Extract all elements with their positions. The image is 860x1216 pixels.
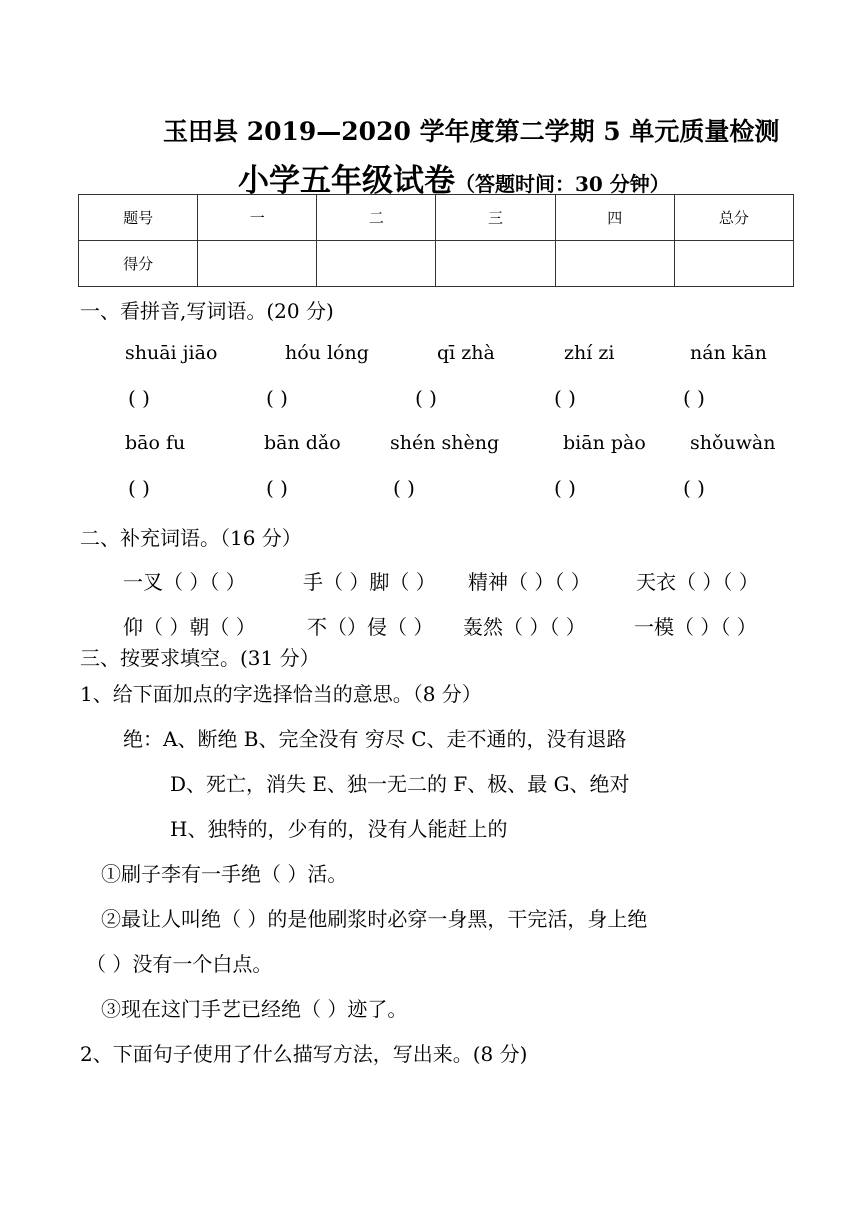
score-cell: 四: [555, 195, 674, 241]
exam-title-main-text: 小学五年级试卷: [238, 163, 455, 199]
pinyin: shǒuwàn: [690, 432, 776, 454]
question1-item3[interactable]: ③现在这门手艺已经绝（ ）迹了。: [101, 997, 408, 1021]
score-table: [78, 194, 794, 287]
idiom-fill[interactable]: 天衣（ ）（ ）: [636, 570, 759, 594]
answer-blank[interactable]: ( ): [128, 476, 150, 500]
section1-heading: 一、看拼音,写词语。(20 分): [80, 299, 334, 323]
meaning-options-line1: 绝：A、断绝 B、完全没有 穷尽 C、走不通的，没有退路: [123, 727, 627, 751]
section3-heading: 三、按要求填空。(31 分）: [80, 646, 320, 670]
idiom-fill[interactable]: 手（ ）脚（ ）: [303, 570, 436, 594]
exam-title-line1: 玉田县 2019—2020 学年度第二学期 5 单元质量检测: [163, 117, 780, 146]
score-cell: 题号: [79, 195, 198, 241]
score-cell[interactable]: [198, 241, 317, 287]
pinyin: zhí zi: [564, 342, 615, 364]
idiom-fill[interactable]: 一模（ ）（ ）: [634, 615, 757, 639]
answer-blank[interactable]: ( ): [415, 386, 437, 410]
score-cell[interactable]: [674, 241, 793, 287]
question1-item1[interactable]: ①刷子李有一手绝（ ）活。: [101, 862, 348, 886]
pinyin: bāo fu: [125, 432, 186, 454]
answer-blank[interactable]: ( ): [683, 386, 705, 410]
pinyin: shén shèng: [390, 432, 500, 454]
idiom-fill[interactable]: 轰然（ ）（ ）: [463, 615, 586, 639]
answer-blank[interactable]: ( ): [683, 476, 705, 500]
pinyin: nán kān: [690, 342, 767, 364]
score-cell: 总分: [674, 195, 793, 241]
score-table-header-row: [79, 195, 794, 241]
idiom-fill[interactable]: 不（）侵（ ）: [307, 615, 434, 639]
idiom-fill[interactable]: 精神（ ）（ ）: [468, 570, 591, 594]
question2-heading: 2、下面句子使用了什么描写方法，写出来。(8 分): [80, 1042, 528, 1066]
score-cell: 三: [436, 195, 555, 241]
exam-time-note: （答题时间：30 分钟）: [455, 172, 670, 196]
pinyin: hóu lóng: [285, 342, 369, 364]
idiom-fill[interactable]: 一叉（ ）（ ）: [123, 570, 246, 594]
question1-item2[interactable]: ②最让人叫绝（ ）的是他刷浆时必穿一身黑，干完活，身上绝: [101, 907, 648, 931]
pinyin: shuāi jiāo: [125, 342, 218, 364]
answer-blank[interactable]: ( ): [554, 386, 576, 410]
score-cell[interactable]: [317, 241, 436, 287]
question1-heading: 1、给下面加点的字选择恰当的意思。（8 分）: [80, 682, 482, 706]
score-table-score-row: [79, 241, 794, 287]
answer-blank[interactable]: ( ): [128, 386, 150, 410]
answer-blank[interactable]: ( ): [266, 386, 288, 410]
score-cell: 一: [198, 195, 317, 241]
answer-blank[interactable]: ( ): [266, 476, 288, 500]
score-cell: 得分: [79, 241, 198, 287]
section2-heading: 二、补充词语。（16 分）: [80, 526, 302, 550]
pinyin: qī zhà: [437, 342, 495, 364]
answer-blank[interactable]: ( ): [554, 476, 576, 500]
score-cell[interactable]: [436, 241, 555, 287]
meaning-options-line3: H、独特的，少有的，没有人能赶上的: [170, 817, 508, 841]
score-cell: 二: [317, 195, 436, 241]
score-cell[interactable]: [555, 241, 674, 287]
question1-item2-continued[interactable]: （ ）没有一个白点。: [86, 952, 273, 976]
answer-blank[interactable]: ( ): [393, 476, 415, 500]
pinyin: bān dǎo: [264, 432, 341, 454]
meaning-options-line2: D、死亡，消失 E、独一无二的 F、极、最 G、绝对: [170, 772, 630, 796]
pinyin: biān pào: [563, 432, 646, 454]
idiom-fill[interactable]: 仰（ ）朝（ ）: [123, 615, 256, 639]
